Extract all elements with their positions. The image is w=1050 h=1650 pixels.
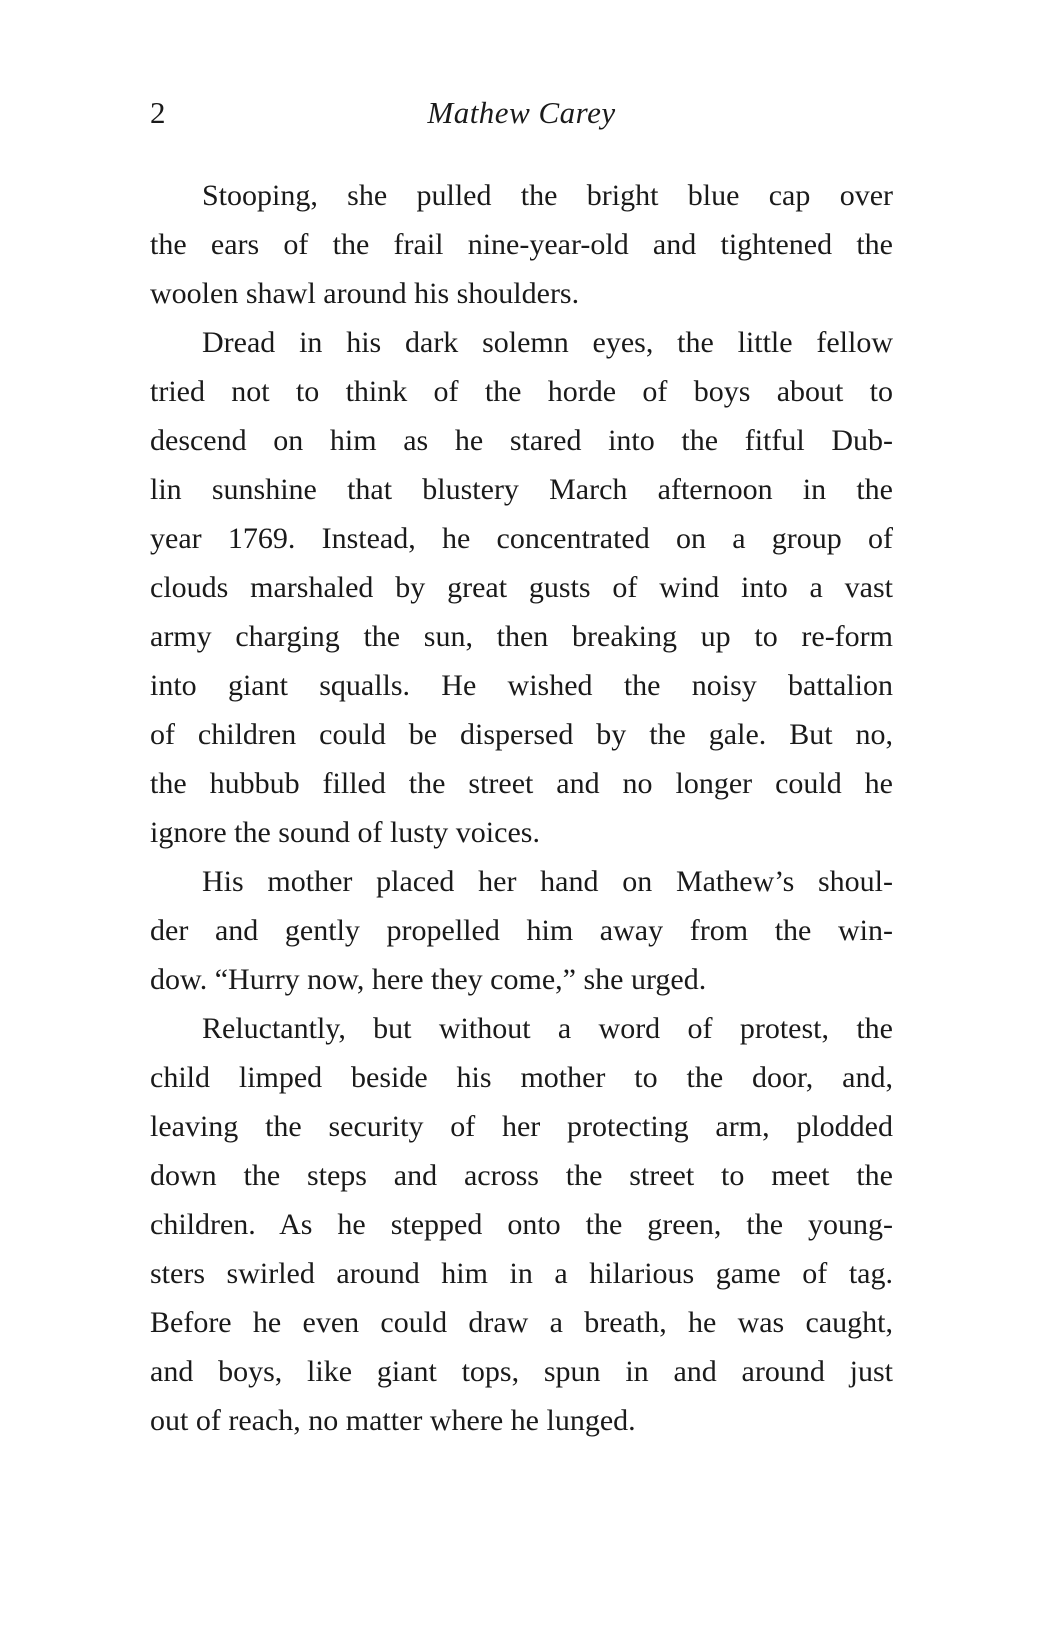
text-line: ignore the sound of lusty voices. (150, 816, 540, 849)
text-line: tried not to think of the horde of boys about to (150, 375, 893, 408)
text-line: year 1769. Instead, he concentrated on a group of (150, 522, 893, 555)
text-line: leaving the security of her protecting arm, plodded (150, 1110, 893, 1143)
text-line: the hubbub filled the street and no longer could he (150, 767, 893, 800)
text-line: children. As he stepped onto the green, the young- (150, 1208, 893, 1241)
text-line: the ears of the frail nine-year-old and tightened the (150, 228, 893, 261)
paragraph (150, 1004, 893, 1445)
text-line: clouds marshaled by great gusts of wind into a vast (150, 571, 893, 604)
text-line: dow. “Hurry now, here they come,” she urged. (150, 963, 707, 996)
text-line: child limped beside his mother to the door, and, (150, 1061, 893, 1094)
page-number: 2 (150, 95, 166, 130)
text-line: descend on him as he stared into the fitful Dub- (150, 424, 893, 457)
text-line: lin sunshine that blustery March afternoon in the (150, 473, 893, 506)
text-line: of children could be dispersed by the gale. But no, (150, 718, 893, 751)
paragraph (150, 171, 893, 318)
text-line: down the steps and across the street to meet the (150, 1159, 893, 1192)
text-line: and boys, like giant tops, spun in and around just (150, 1355, 893, 1388)
text-line: out of reach, no matter where he lunged. (150, 1404, 636, 1437)
text-line: His mother placed her hand on Mathew’s shoul- (202, 865, 893, 898)
text-line: Stooping, she pulled the bright blue cap over (202, 179, 893, 212)
paragraph (150, 857, 893, 1004)
body-text (150, 171, 893, 1445)
text-line: sters swirled around him in a hilarious game of tag. (150, 1257, 893, 1290)
text-line: Reluctantly, but without a word of protest, the (202, 1012, 893, 1045)
text-line: der and gently propelled him away from the win- (150, 914, 893, 947)
running-head-title: Mathew Carey (427, 95, 616, 130)
text-line: Dread in his dark solemn eyes, the little fellow (202, 326, 893, 359)
text-line: into giant squalls. He wished the noisy battalion (150, 669, 893, 702)
running-header (150, 97, 893, 137)
paragraph (150, 318, 893, 857)
text-line: Before he even could draw a breath, he was caught, (150, 1306, 893, 1339)
text-line: woolen shawl around his shoulders. (150, 277, 580, 310)
text-line: army charging the sun, then breaking up to re-form (150, 620, 893, 653)
